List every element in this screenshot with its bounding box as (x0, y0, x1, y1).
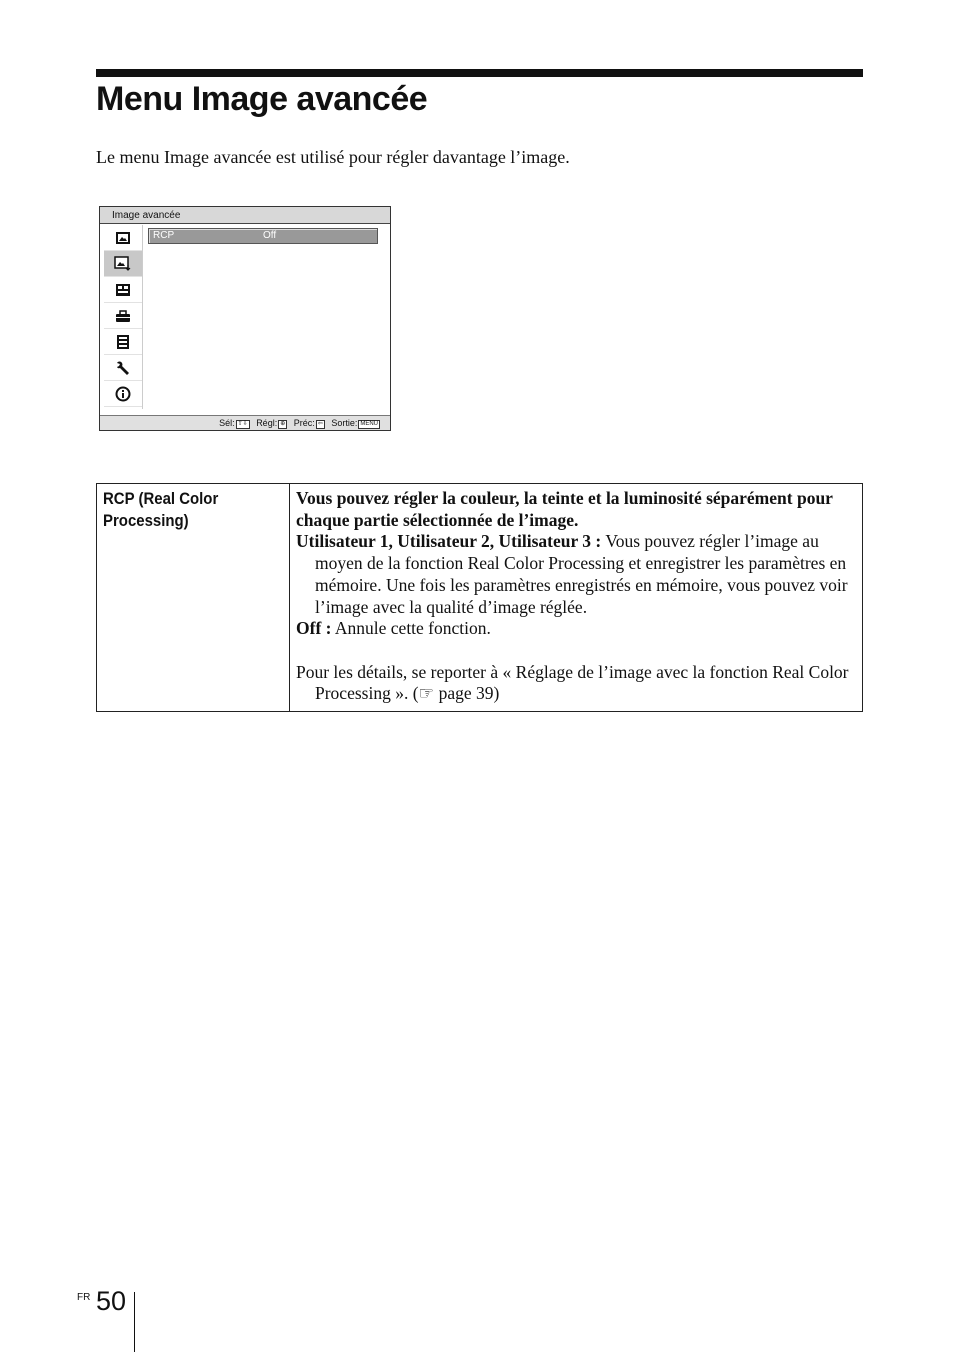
setup-icon (104, 303, 142, 329)
menu-list-icon (104, 329, 142, 355)
left-key-icon: ⇦ (317, 421, 323, 427)
reference-page: page 39) (434, 683, 500, 704)
page-title: Menu Image avancée (96, 80, 428, 118)
off-item (296, 618, 856, 640)
user-item (296, 531, 856, 618)
user-term: Utilisateur 1, Utilisateur 2, Utilisateur 3 : (296, 531, 602, 552)
title-rule (96, 69, 863, 77)
osd-title: Image avancée (100, 207, 390, 224)
page-number-rule (134, 1292, 135, 1352)
reference-item (296, 662, 856, 705)
osd-sidebar (104, 225, 143, 409)
intro-text: Le menu Image avancée est utilisé pour régler davantage l’image. (96, 147, 570, 167)
term-cell (97, 484, 290, 712)
table-row (97, 484, 863, 712)
language-code: FR (77, 1292, 91, 1303)
page-number: 50 (96, 1286, 127, 1316)
osd-rcp-label: RCP (153, 230, 175, 241)
osd-regl-label: Régl: (256, 418, 278, 428)
osd-sel-label: Sél: (219, 418, 235, 428)
osd-sortie-label: Sortie: (331, 418, 358, 428)
reference-text: Pour les détails, se reporter à « Réglage de l’image avec la fonction Real Color Processing ». ( (296, 661, 849, 704)
up-down-key-icon: ⇧⇩ (237, 421, 248, 427)
rcp-term: RCP (Real Color Processing) (103, 489, 219, 530)
rcp-lead-text: Vous pouvez régler la couleur, la teinte et la luminosité séparément pour chaque partie sélectionnée de l’image. (296, 488, 833, 530)
osd-footer (100, 415, 390, 430)
off-text: Annule cette fonction. (331, 618, 491, 639)
enter-key-icon: ⊕ (280, 421, 286, 427)
info-icon (104, 381, 142, 407)
wrench-icon (104, 355, 142, 381)
pointing-hand-icon: ☞ (418, 683, 435, 704)
off-term: Off : (296, 618, 332, 639)
rcp-lead (296, 488, 856, 531)
osd-prec-label: Préc: (293, 418, 315, 428)
description-table (96, 483, 863, 712)
advanced-picture-icon (104, 251, 142, 277)
picture-icon (104, 225, 142, 251)
screen-icon (104, 277, 142, 303)
osd-rcp-row (148, 228, 378, 244)
osd-rcp-value: Off (263, 230, 277, 241)
menu-key-icon: MENU (360, 421, 378, 427)
spacer (296, 640, 856, 662)
description-cell (290, 484, 863, 712)
osd-menu-screenshot (99, 206, 391, 431)
user-text: Vous pouvez régler l’image au moyen de la fonction Real Color Processing et enregistrer les paramètres en mémoire. Une fois les paramètres enregistrés en mémoire, vous pouvez voir l’image avec la qualité d’image réglée. (315, 531, 848, 617)
